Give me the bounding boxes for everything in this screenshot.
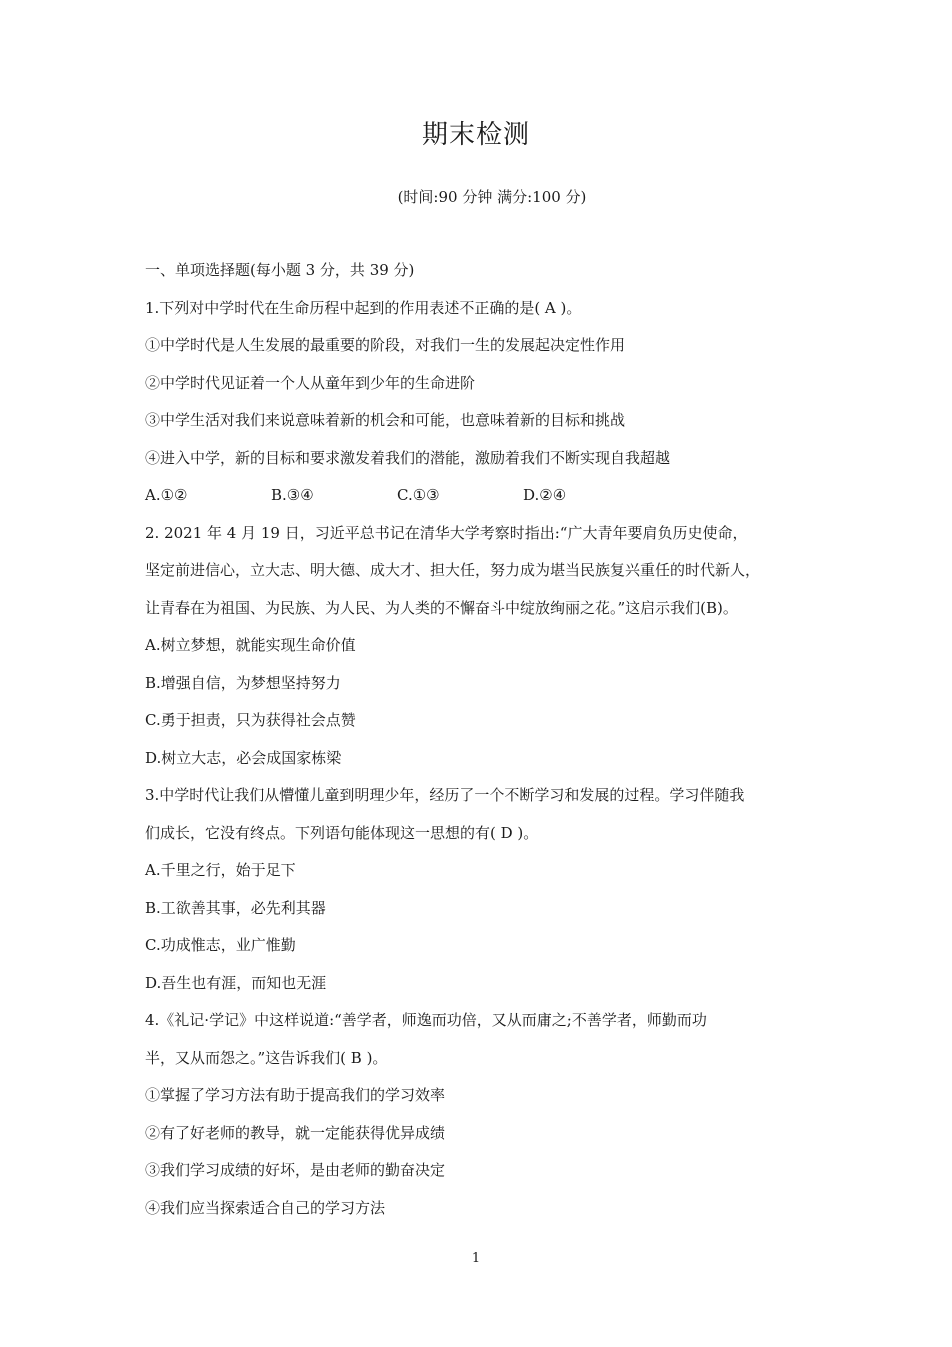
- question-stem-line: 2. 2021 年 4 月 19 日，习近平总书记在清华大学考察时指出:“广大青年要肩负历史使命，: [145, 523, 748, 542]
- statement-item: ④进入中学，新的目标和要求激发着我们的潜能，激励着我们不断实现自我超越: [145, 448, 671, 467]
- question-stem-line: 们成长，它没有终点。下列语句能体现这一思想的有( D )。: [145, 823, 539, 842]
- choice-d: D.吾生也有涯，而知也无涯: [145, 973, 327, 992]
- statement-item: ③我们学习成绩的好坏，是由老师的勤奋决定: [145, 1161, 446, 1179]
- question-stem-line: 半，又从而怨之。”这告诉我们( B )。: [145, 1048, 388, 1067]
- choice-d: D.树立大志，必会成国家栋梁: [145, 748, 342, 767]
- exam-info: (时间:90 分钟 满分:100 分): [397, 188, 587, 206]
- question-stem: 1.下列对中学时代在生命历程中起到的作用表述不正确的是( A )。: [145, 298, 582, 317]
- question-stem-line: 让青春在为祖国、为民族、为人民、为人类的不懈奋斗中绽放绚丽之花。”这启示我们(B)。: [145, 598, 738, 617]
- choice-a: A.千里之行，始于足下: [145, 861, 296, 879]
- question-1: [145, 290, 815, 515]
- question-4: [145, 1002, 815, 1227]
- choice-c: C.功成惟志，业广惟勤: [145, 936, 296, 954]
- choice-b: B.工欲善其事，必先利其器: [145, 898, 326, 917]
- statement-item: ①中学时代是人生发展的最重要的阶段，对我们一生的发展起决定性作用: [145, 336, 626, 354]
- choice-a: A.树立梦想，就能实现生命价值: [145, 636, 356, 654]
- choice-c: C.勇于担责，只为获得社会点赞: [145, 711, 356, 729]
- statement-item: ③中学生活对我们来说意味着新的机会和可能，也意味着新的目标和挑战: [145, 411, 626, 429]
- statement-item: ②有了好老师的教导，就一定能获得优异成绩: [145, 1123, 446, 1142]
- choice-b: B.③④: [271, 486, 314, 504]
- choice-b: B.增强自信，为梦想坚持努力: [145, 673, 341, 692]
- page-number: 1: [471, 1251, 481, 1266]
- exam-content: [145, 252, 815, 1227]
- question-3: [145, 777, 815, 1002]
- question-2: [145, 515, 815, 778]
- statement-item: ④我们应当探索适合自己的学习方法: [145, 1198, 386, 1217]
- choice-a: A.①②: [145, 486, 188, 504]
- choice-d: D.②④: [523, 486, 567, 504]
- choice-c: C.①③: [397, 486, 440, 504]
- question-stem-line: 坚定前进信心，立大志、明大德、成大才、担大任，努力成为堪当民族复兴重任的时代新人，: [145, 561, 761, 579]
- choice-row: [145, 477, 815, 515]
- question-stem-line: 4.《礼记·学记》中这样说道:“善学者，师逸而功倍，又从而庸之;不善学者，师勤而功: [145, 1011, 707, 1029]
- statement-item: ①掌握了学习方法有助于提高我们的学习效率: [145, 1086, 446, 1104]
- section-heading: 一、单项选择题(每小题 3 分，共 39 分): [145, 261, 415, 279]
- question-stem-line: 3.中学时代让我们从懵懂儿童到明理少年，经历了一个不断学习和发展的过程。学习伴随我: [145, 786, 745, 804]
- page-title: 期末检测: [421, 120, 530, 150]
- statement-item: ②中学时代见证着一个人从童年到少年的生命进阶: [145, 373, 476, 392]
